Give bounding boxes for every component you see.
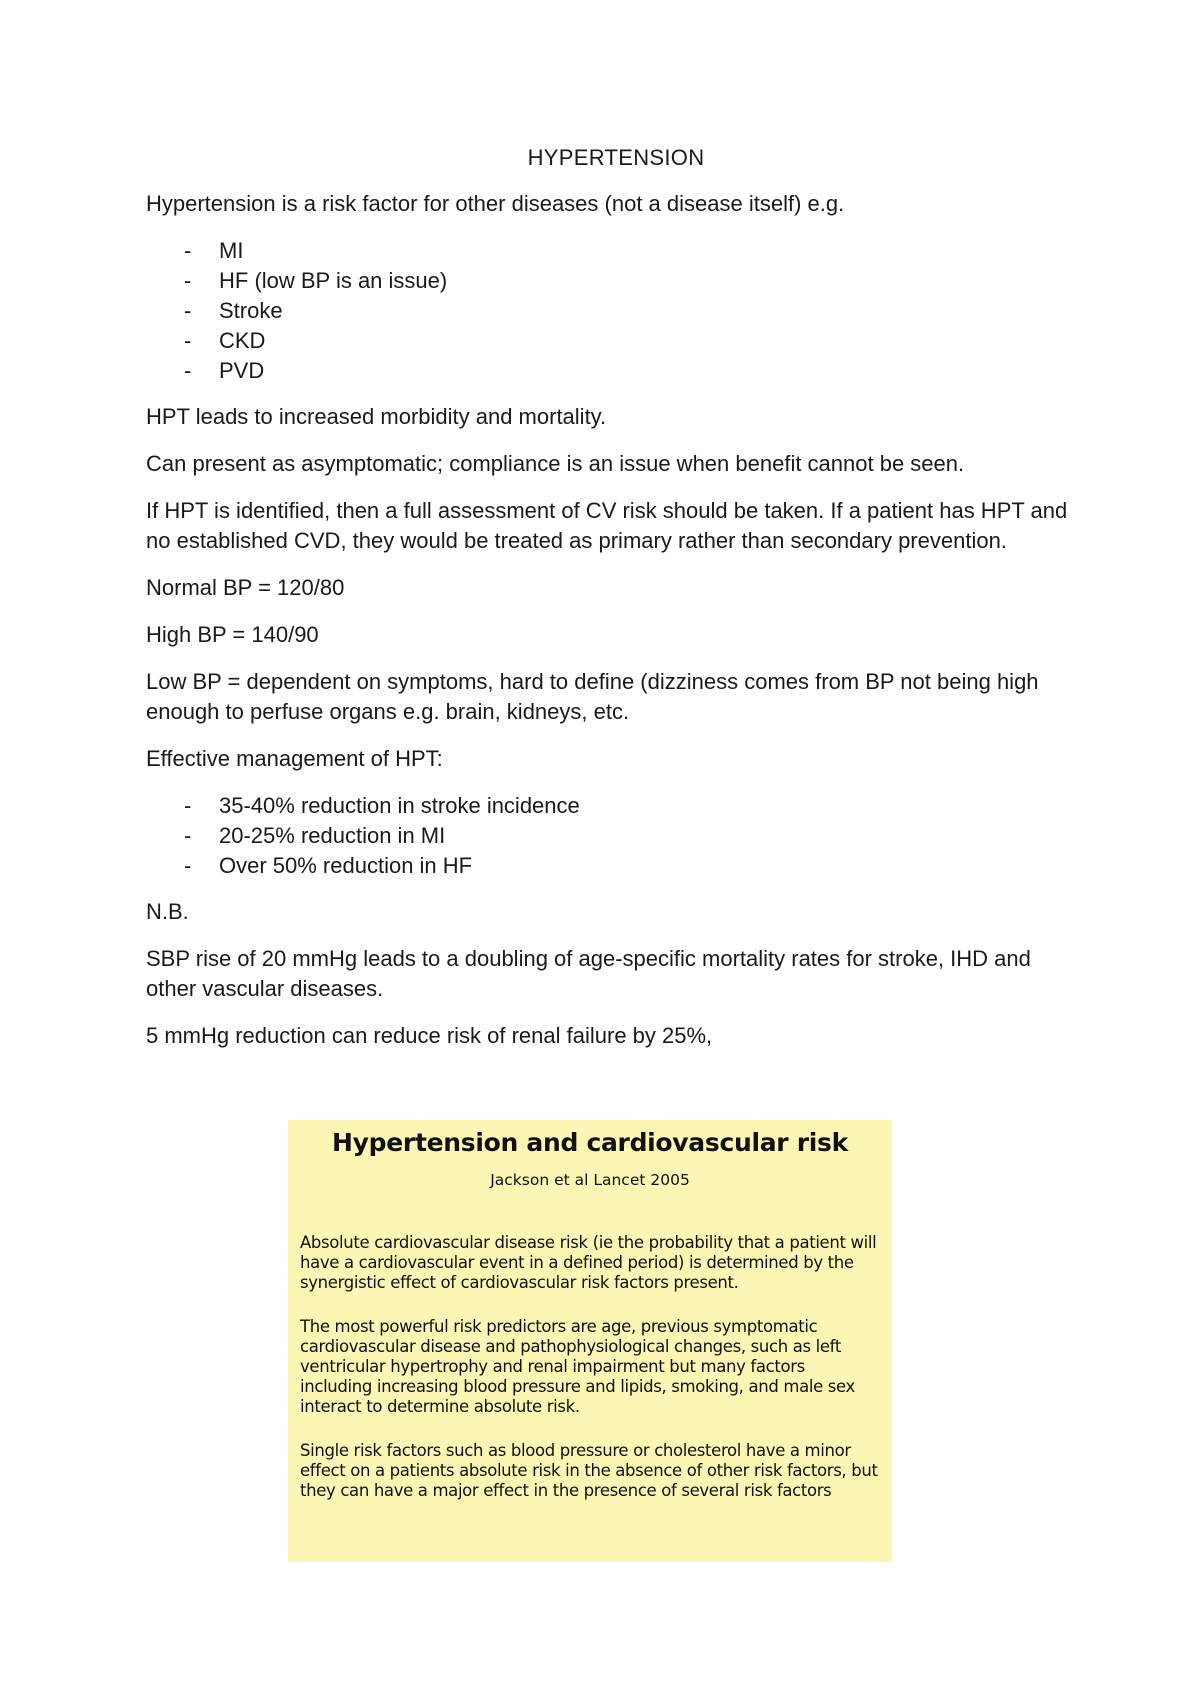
risk-disease-list (146, 236, 1086, 386)
list-item-text: 20-25% reduction in MI (219, 823, 446, 848)
excerpt-paragraph: Single risk factors such as blood pressure or cholesterol have a minor effect on a patients absolute risk in the absence of other risk factors, but they can have a major effect in the presence of several risk factors (300, 1441, 878, 1500)
list-item (146, 356, 1086, 386)
dash-bullet: - (184, 823, 192, 848)
list-item-text: CKD (219, 328, 266, 353)
list-item (146, 851, 1086, 881)
list-item (146, 326, 1086, 356)
morbidity-paragraph: HPT leads to increased morbidity and mortality. (146, 404, 607, 429)
dash-bullet: - (184, 853, 192, 878)
page-title: HYPERTENSION (527, 145, 705, 170)
excerpt-image (288, 1120, 892, 1562)
assessment-paragraph: If HPT is identified, then a full assessment of CV risk should be taken. If a patient has HPT and no established CVD, they would be treated as primary rather than secondary prevention. (146, 498, 1068, 553)
dash-bullet: - (184, 793, 192, 818)
nb-label: N.B. (146, 899, 189, 924)
excerpt-title: Hypertension and cardiovascular risk (332, 1128, 848, 1157)
low-bp-paragraph: Low BP = dependent on symptoms, hard to define (dizziness comes from BP not being high enough to perfuse organs e.g. brain, kidneys, etc. (146, 669, 1039, 724)
high-bp-line: High BP = 140/90 (146, 622, 319, 647)
list-item (146, 821, 1086, 851)
dash-bullet: - (184, 268, 192, 293)
list-item (146, 296, 1086, 326)
document-body (146, 143, 1086, 1068)
list-item-text: Stroke (219, 298, 283, 323)
list-item-text: MI (219, 238, 244, 263)
list-item (146, 791, 1086, 821)
list-item (146, 236, 1086, 266)
excerpt-citation: Jackson et al Lancet 2005 (490, 1171, 690, 1189)
list-item-text: PVD (219, 358, 265, 383)
dash-bullet: - (184, 238, 192, 263)
dash-bullet: - (184, 328, 192, 353)
dash-bullet: - (184, 358, 192, 383)
sbp-rise-paragraph: SBP rise of 20 mmHg leads to a doubling of age-specific mortality rates for stroke, IHD and other vascular diseases. (146, 946, 1031, 1001)
intro-paragraph: Hypertension is a risk factor for other diseases (not a disease itself) e.g. (146, 191, 845, 216)
excerpt-paragraph: Absolute cardiovascular disease risk (ie the probability that a patient will have a cardiovascular event in a defined period) is determined by the synergistic effect of cardiovascular risk factors present. (300, 1233, 877, 1292)
list-item-text: 35-40% reduction in stroke incidence (219, 793, 580, 818)
renal-reduction-paragraph: 5 mmHg reduction can reduce risk of renal failure by 25%, (146, 1023, 713, 1048)
list-item (146, 266, 1086, 296)
management-heading: Effective management of HPT: (146, 746, 443, 771)
list-item-text: HF (low BP is an issue) (219, 268, 448, 293)
asymptomatic-paragraph: Can present as asymptomatic; compliance is an issue when benefit cannot be seen. (146, 451, 965, 476)
management-list (146, 791, 1086, 881)
excerpt-paragraph: The most powerful risk predictors are age, previous symptomatic cardiovascular disease and pathophysiological changes, such as left ventricular hypertrophy and renal impairment but many factors including increasing blood pressure and lipids, smoking, and male sex interact to determine absolute risk. (300, 1317, 855, 1416)
dash-bullet: - (184, 298, 192, 323)
list-item-text: Over 50% reduction in HF (219, 853, 473, 878)
normal-bp-line: Normal BP = 120/80 (146, 575, 345, 600)
